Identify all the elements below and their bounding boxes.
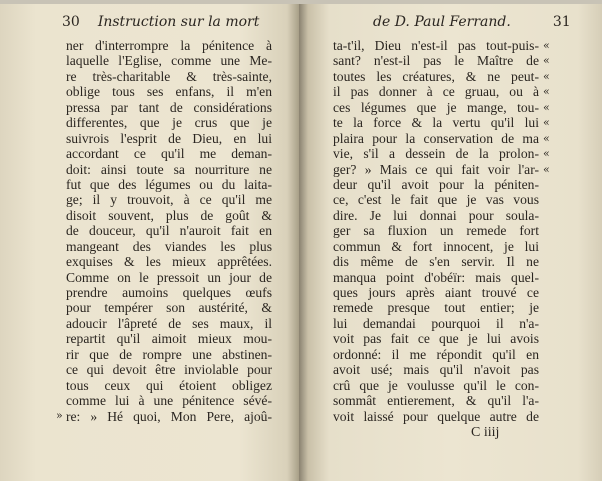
text-line: sant? n'est-il pas le Maître de [333,53,539,69]
text-line: voit laissé pour quelque autre de [333,408,539,424]
text-line: doit: ainsi toute sa nourriture ne [66,161,272,177]
text-line: pressa par tant de considérations [66,99,272,115]
text-line: suivrois l'esprit de Dieu, en lui [66,130,272,146]
quote-mark: « [543,39,550,52]
text-line: accordant ce qu'il me deman- [66,146,272,162]
running-head: de D. Paul Ferrand. [373,14,511,30]
text-line: dis même de s'en servir. Il ne [333,254,539,270]
text-line: rir que de rompre une abstinen- [66,346,272,362]
text-line: de douceur, qu'il n'auroit fait en [66,223,272,239]
text-line: mangeant des viandes les plus [66,238,272,254]
text-line: repartit qu'il aimoit mieux mou- [66,331,272,347]
text-line: lui demandai pourquoi il n'a- [333,315,539,331]
text-line: avoit usé; mais qu'il n'avoit pas [333,362,539,378]
text-line: deur qu'il avoit pour la péniten- [333,176,539,192]
text-line: toutes les créatures, & ne peut- [333,68,539,84]
text-line: ger? » Mais ce qui fait voir l'ar- [333,161,539,177]
text-line: te la force & la vertu qu'il lui [333,115,539,131]
text-line: vie, s'il a dessein de la prolon- [333,146,539,162]
quote-mark: « [543,100,550,114]
quote-mark: « [543,162,550,176]
running-head: Instruction sur la mort [97,14,260,30]
text-line: ques jours après aiant trouvé ce [333,285,539,300]
text-line: exquises & les mieux apprêtées. [66,254,272,270]
page-header-left [62,14,259,30]
text-line: il pas donner à ce gruau, ou à [333,84,539,100]
quote-mark: « [543,85,550,99]
text-line: laquelle l'Eglise, comme une Me- [66,53,272,69]
text-line: ce, c'est le fait que je vas vous [333,192,539,208]
text-line: prendre aumoins quelques œufs [66,285,272,300]
text-line: ner d'interrompre la pénitence à [66,38,272,53]
text-line: voit pas fait ce que je lui avois [333,331,539,347]
quote-mark: « [543,116,550,130]
text-line: ordonné: il me répondit qu'il en [333,346,539,362]
quote-mark: » [56,409,63,422]
left-page [0,4,299,481]
body-text [66,38,272,424]
text-line: fut que des légumes ou du laita- [66,176,272,192]
text-line: crû que je voulusse qu'il le con- [333,377,539,393]
page-number: 31 [552,14,571,30]
text-line: manqua point d'obéïr: mais quel- [333,269,539,285]
text-line: dire. Je lui donnai pour soula- [333,207,539,223]
text-line: re très-charitable & très-sainte, [66,68,272,84]
text-line: commun & fort innocent, je lui [333,238,539,254]
text-line: ces légumes que je mange, tou- [333,99,539,115]
text-line: re: » Hé quoi, Mon Pere, ajoû- [66,408,272,424]
text-line: ger sa fluxion un remede fort [333,223,539,239]
text-line: ce qui devoit être inviolable pour [66,362,272,378]
text-line: disoit souvent, plus de goût & [66,207,272,223]
text-line: sommât entierement, & qu'il l'a- [333,393,539,409]
page-number: 30 [62,14,80,30]
quote-mark: « [543,147,550,161]
right-page [299,4,602,481]
quote-mark: « [543,69,550,83]
text-line: differentes, que je crus que je [66,115,272,131]
text-line: comme lui à une pénitence sévé- [66,393,272,409]
text-line: tous ceux qui étoient obligez [66,377,272,393]
text-line: adoucir l'âpreté de ses maux, il [66,315,272,331]
text-line: Comme on le pressoit un jour de [66,269,272,285]
text-line: pour tempérer son austérité, & [66,300,272,316]
quote-marks [543,38,550,177]
text-line: ta-t'il, Dieu n'est-il pas tout-puis- [333,38,539,53]
page-header-right [373,14,571,30]
text-line: remede presque tout entier; je [333,300,539,316]
signature-mark: C iiij [471,425,500,440]
quote-mark: « [543,131,550,145]
text-line: ge; il y trouvoit, à ce qu'il me [66,192,272,208]
text-line: plaira pour la conservation de ma [333,130,539,146]
body-text [333,38,539,424]
text-line: oblige tous ses enfans, il m'en [66,84,272,100]
quote-mark: « [543,54,550,68]
